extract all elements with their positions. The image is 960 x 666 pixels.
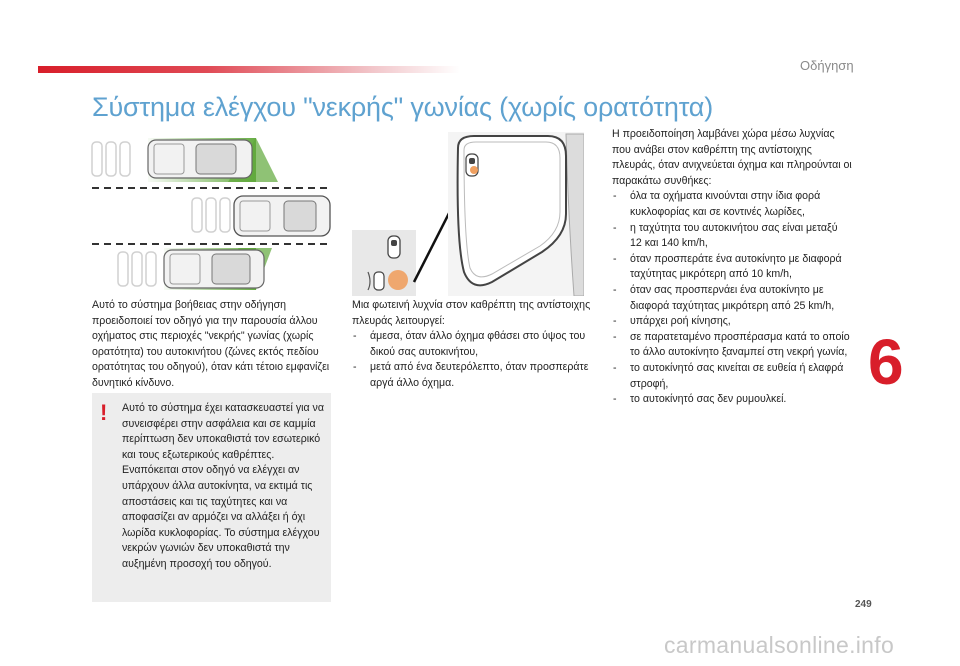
footer-watermark: carmanualsonline.info bbox=[664, 632, 895, 658]
mirror-lamp-intro: Μια φωτεινή λυχνία στον καθρέπτη της αντίστοιχης πλευράς λειτουργεί: bbox=[352, 299, 591, 327]
list-item: - το αυτοκίνητό σας δεν ρυμουλκεί. bbox=[612, 392, 852, 408]
car-top bbox=[148, 140, 252, 178]
conditions-intro: Η προειδοποίηση λαμβάνει χώρα μέσω λυχνίας που ανάβει στον καθρέπτη της αντίστοιχης πλευράς, όταν ανιχνεύεται όχημα και πληρούνται οι παρακάτω συνθήκες: bbox=[612, 128, 852, 187]
conditions-list bbox=[612, 189, 852, 407]
list-item: - η ταχύτητα του αυτοκινήτου σας είναι μεταξύ 12 και 140 km/h, bbox=[612, 221, 852, 252]
warning-lamp-icon bbox=[466, 154, 478, 176]
conditions-section bbox=[612, 127, 852, 408]
ghost-cars-top bbox=[92, 142, 130, 176]
page-number: 249 bbox=[855, 599, 872, 610]
ghost-cars-middle bbox=[192, 198, 230, 232]
header-accent-bar bbox=[38, 66, 460, 73]
list-item: - όταν σας προσπερνάει ένα αυτοκίνητο με διαφορά ταχύτητας μικρότερη από 25 km/h, bbox=[612, 283, 852, 314]
warning-text: Αυτό το σύστημα έχει κατασκευαστεί για να συνεισφέρει στην ασφάλεια και σε καμμία περίπτωση δεν υποκαθιστά τον εσωτερικό και τους εξωτερικούς καθρέπτες. Εναπόκειται στον οδηγό να ελέγχει αν υπάρχουν άλλα αυτοκίνητα, να εκτιμά τις αποστάσεις και τις ταχύτητες και να αποφασίζει αν αρμόζει να αλλάξει ή όχι λωρίδα κυκλοφορίας. Το σύστημα ελέγχου νεκρών γωνιών δεν υποκαθιστά την αυξημένη προσοχή του οδηγού. bbox=[122, 402, 324, 570]
warning-box bbox=[92, 393, 331, 602]
mirror-lamp-section bbox=[352, 298, 592, 392]
page-title: Σύστημα ελέγχου "νεκρής" γωνίας (χωρίς ορατότητα) bbox=[92, 92, 714, 122]
list-item: - όλα τα οχήματα κινούνται στην ίδια φορά κυκλοφορίας και σε κοντινές λωρίδες, bbox=[612, 189, 852, 220]
list-item: - υπάρχει ροή κίνησης, bbox=[612, 314, 852, 330]
chapter-number: 6 bbox=[868, 326, 904, 398]
car-bottom bbox=[164, 250, 264, 288]
list-item: - όταν προσπεράτε ένα αυτοκίνητο με διαφορά ταχύτητας μικρότερη από 10 km/h, bbox=[612, 252, 852, 283]
own-car bbox=[234, 196, 330, 236]
exclamation-icon: ! bbox=[100, 400, 108, 425]
list-item: - μετά από ένα δευτερόλεπτο, όταν προσπεράτε αργά άλλο όχημα. bbox=[352, 360, 592, 391]
list-item: - άμεσα, όταν άλλο όχημα φθάσει στο ύψος του δικού σας αυτοκινήτου, bbox=[352, 329, 592, 360]
mirror-lamp-list bbox=[352, 329, 592, 391]
list-item: - το αυτοκίνητό σας κινείται σε ευθεία ή ελαφρά στροφή, bbox=[612, 361, 852, 392]
intro-paragraph: Αυτό το σύστημα βοήθειας στην οδήγηση προειδοποιεί τον οδηγό για την παρουσία άλλου οχήματος στις περιοχές "νεκρής" γωνίας (χωρίς ορατότητα) του αυτοκινήτου (ζώνες εκτός πεδίου ορατότητας του οδηγού), όταν κάτι τέτοιο εμφανίζει δυνητικό κίνδυνο. bbox=[92, 299, 330, 389]
list-item: - σε παρατεταμένο προσπέρασμα κατά το οποίο το άλλο αυτοκίνητο ξαναμπεί στη νεκρή γωνία, bbox=[612, 330, 852, 361]
mirror-indicator-illustration bbox=[352, 132, 584, 296]
ghost-cars-bottom bbox=[118, 252, 156, 286]
blind-spot-zones-illustration bbox=[88, 130, 334, 292]
section-title: Οδήγηση bbox=[800, 58, 854, 73]
